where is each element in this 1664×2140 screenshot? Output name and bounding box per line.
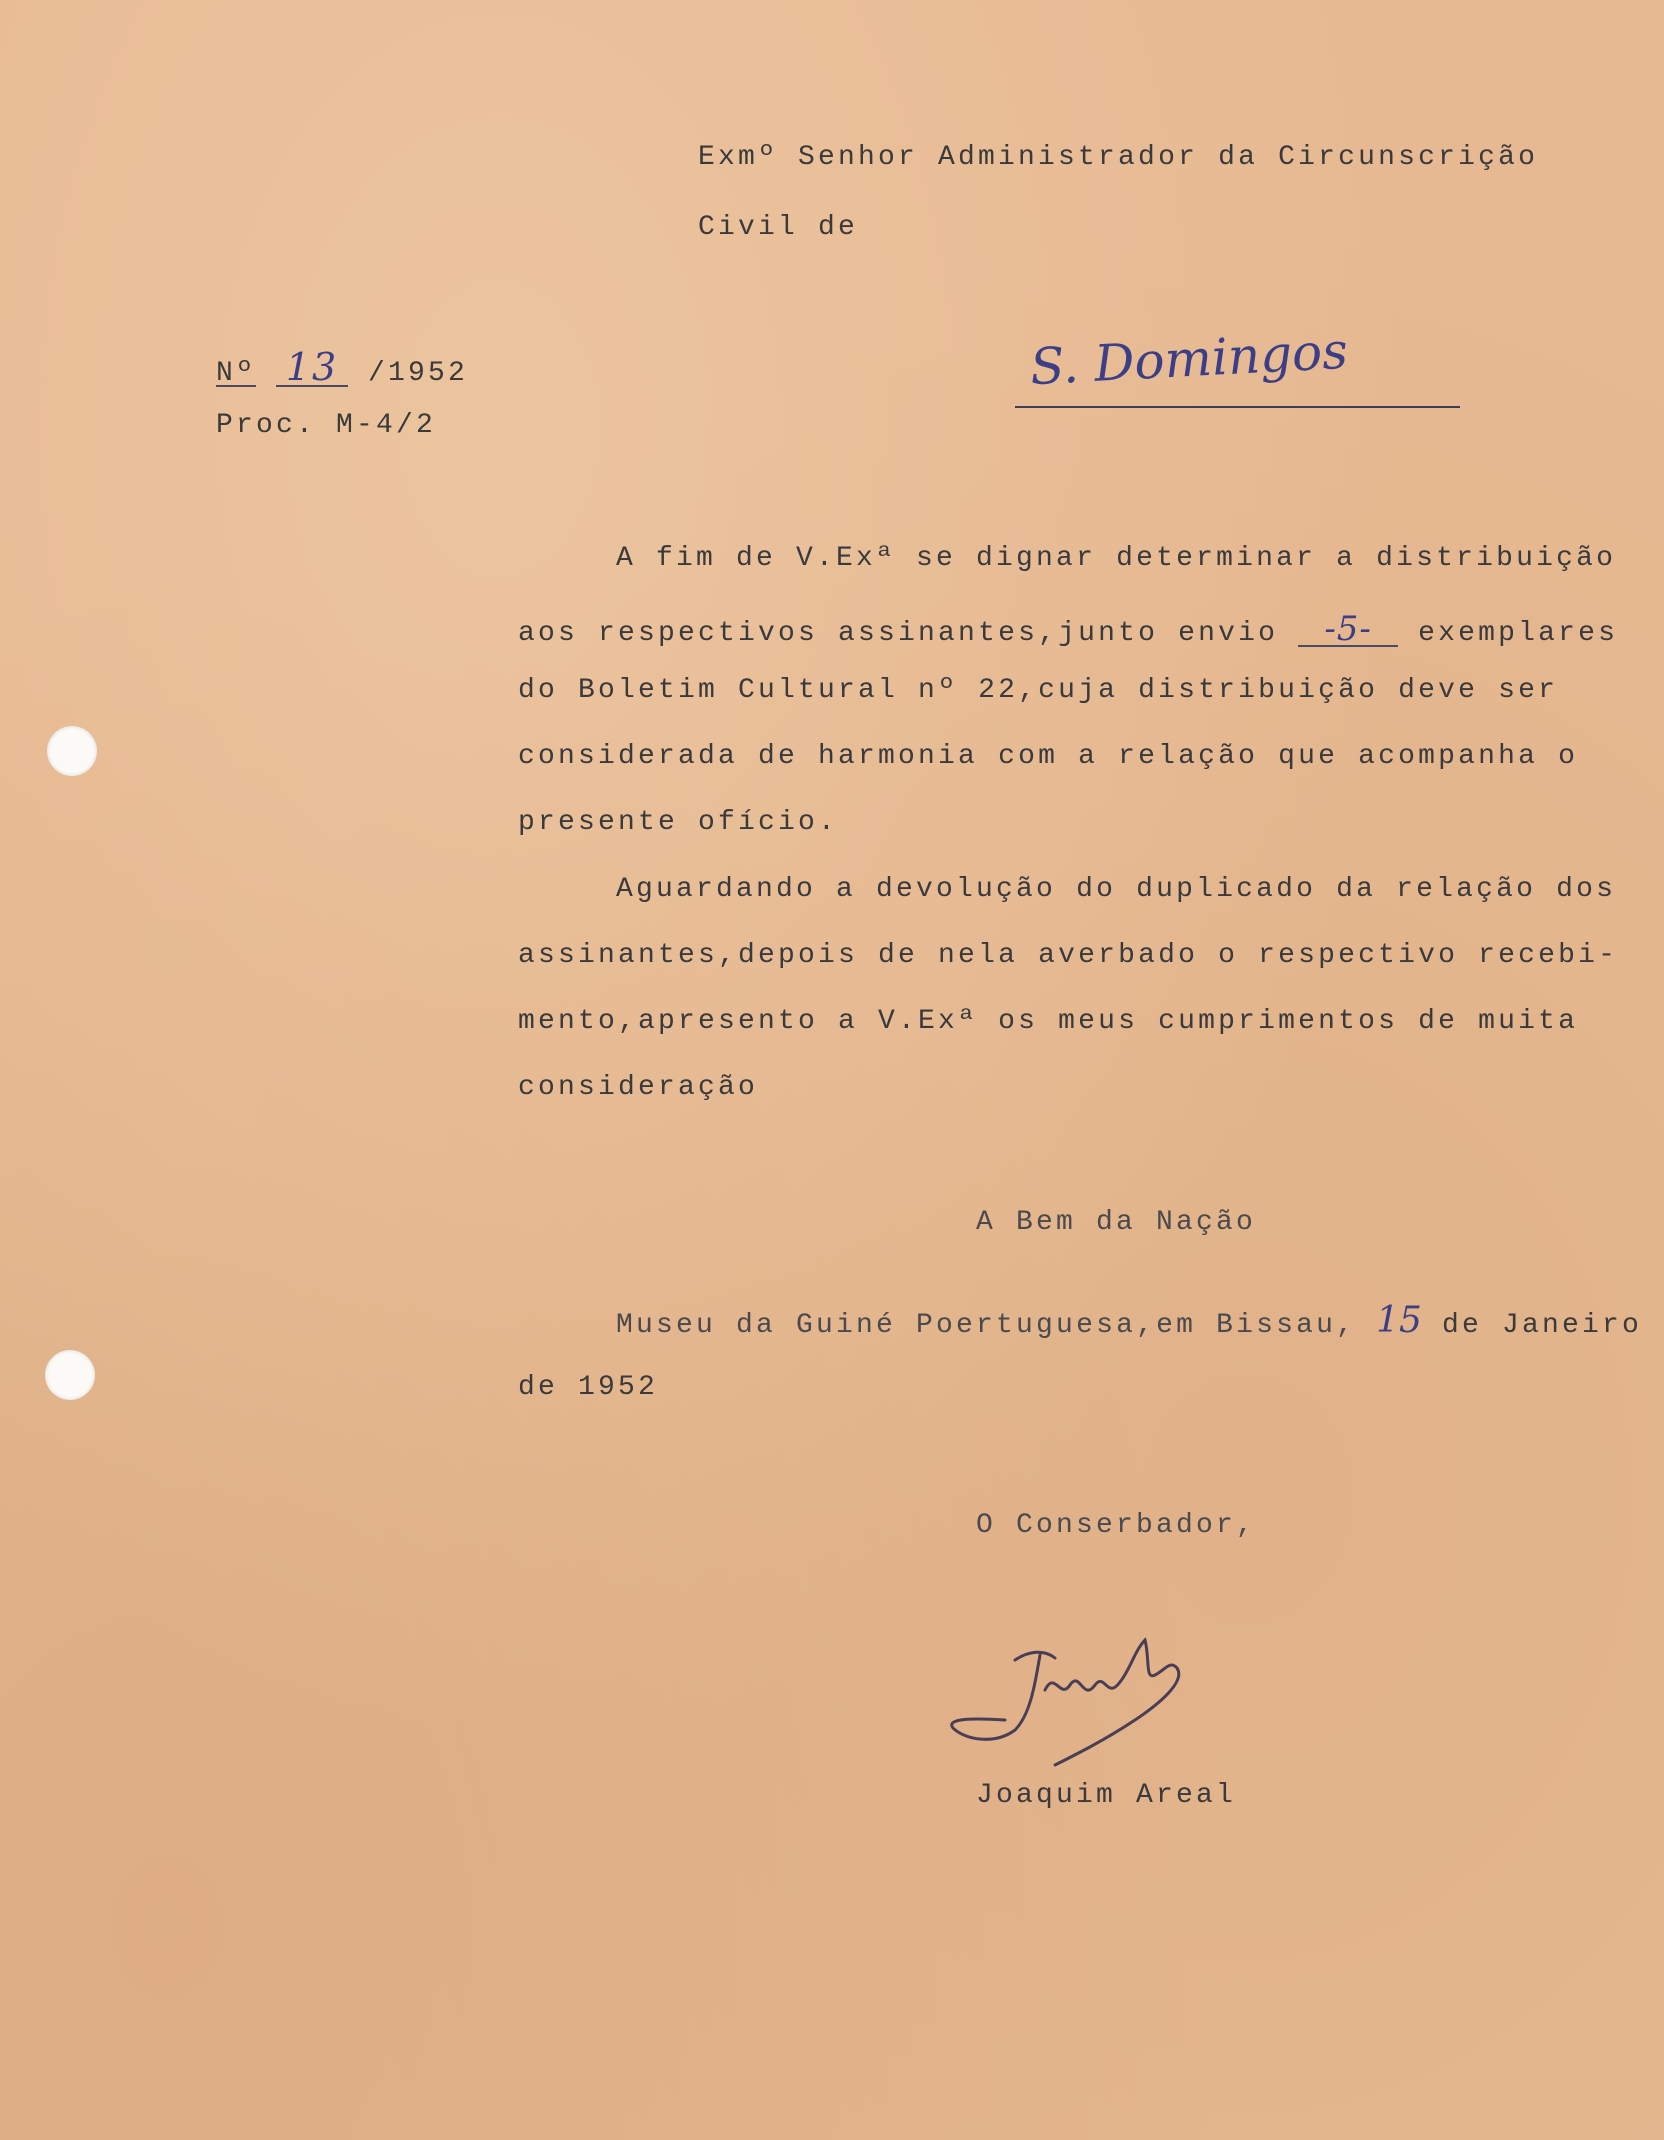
- body-p2-line-1: Aguardando a devolução do duplicado da relação dos: [616, 874, 1617, 905]
- body-p1-line-5: presente ofício.: [518, 807, 839, 838]
- punch-hole-bottom: [45, 1350, 95, 1400]
- body-p1-line-2-a: aos respectivos assinantes,junto envio: [518, 618, 1279, 649]
- copies-blank: [1298, 609, 1398, 649]
- body-p2-line-2: assinantes,depois de nela averbado o respectivo recebi-: [518, 940, 1619, 971]
- addressee-place-underline: [1015, 406, 1460, 408]
- reference-number-prefix-text: Nº: [216, 358, 257, 389]
- closing-salutation: A Bem da Nação: [976, 1207, 1257, 1238]
- reference-number-suffix: /1952: [368, 358, 469, 389]
- reference-number: [216, 345, 468, 389]
- body-p2-line-3: mento,apresento a V.Exª os meus cumprimentos de muita: [518, 1006, 1579, 1037]
- closing-day-handwritten: 15: [1376, 1300, 1422, 1341]
- body-p2-line-4: consideração: [518, 1072, 759, 1103]
- addressee-line-1: Exmº Senhor Administrador da Circunscrição: [698, 142, 1539, 173]
- closing-place-date-b: de Janeiro: [1441, 1310, 1642, 1341]
- signature: [945, 1630, 1215, 1770]
- addressee-line-2: Civil de: [698, 212, 859, 243]
- reference-number-blank: [276, 345, 348, 389]
- body-p1-line-2: [518, 609, 1618, 649]
- punch-hole-top: [47, 726, 97, 776]
- closing-role: O Conserbador,: [976, 1510, 1257, 1541]
- closing-place-date-a: Museu da Guiné Poertuguesa,em Bissau,: [616, 1310, 1357, 1341]
- reference-number-underline: [276, 385, 348, 387]
- copies-underline: [1298, 645, 1398, 647]
- reference-number-prefix: [216, 358, 256, 389]
- body-p1-line-3: do Boletim Cultural nº 22,cuja distribuição deve ser: [518, 675, 1559, 706]
- reference-number-handwritten: 13: [285, 345, 339, 389]
- closing-place-date-line-2: de 1952: [518, 1372, 659, 1403]
- copies-count-handwritten: -5-: [1324, 609, 1372, 649]
- reference-process: Proc. M-4/2: [216, 410, 437, 441]
- body-p1-line-1: A fim de V.Exª se dignar determinar a distribuição: [616, 543, 1617, 574]
- body-p1-line-2-b: exemplares: [1418, 618, 1619, 649]
- signatory-name: Joaquim Areal: [976, 1780, 1237, 1811]
- body-p1-line-4: considerada de harmonia com a relação que acompanha o: [518, 741, 1579, 772]
- addressee-place-handwritten: S. Domingos: [1028, 321, 1350, 397]
- closing-place-date: [616, 1300, 1642, 1341]
- reference-prefix-underline: [216, 385, 256, 387]
